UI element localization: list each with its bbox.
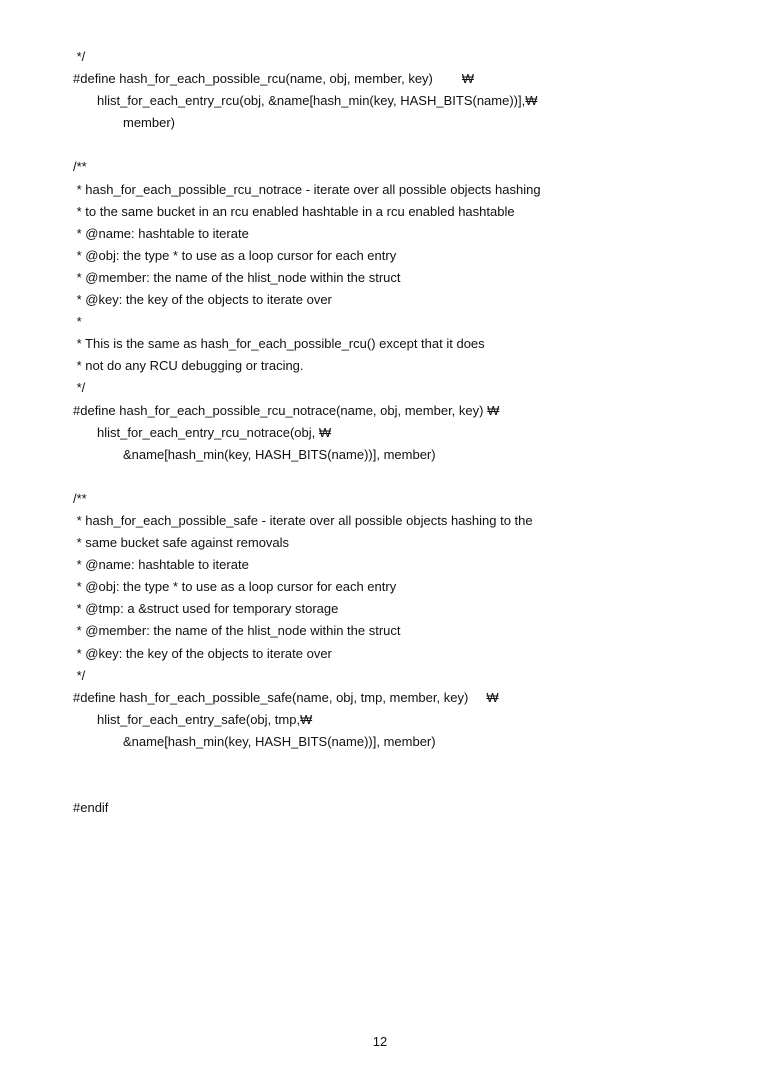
code-line: *	[73, 314, 82, 330]
code-listing	[73, 46, 713, 819]
code-line: * @member: the name of the hlist_node within the struct	[73, 269, 401, 285]
code-line: hlist_for_each_entry_rcu(obj, &name[hash_min(key, HASH_BITS(name))],₩	[97, 93, 538, 109]
code-line	[73, 753, 713, 775]
code-line: * @name: hashtable to iterate	[73, 225, 249, 241]
code-line: /**	[73, 490, 87, 506]
code-line: member)	[123, 115, 176, 131]
code-line: * to the same bucket in an rcu enabled hashtable in a rcu enabled hashtable	[73, 203, 515, 219]
code-line: #define hash_for_each_possible_rcu(name, obj, member, key) ₩	[73, 71, 475, 87]
code-line: */	[73, 49, 86, 64]
code-line	[73, 466, 713, 488]
code-line: hlist_for_each_entry_rcu_notrace(obj, ₩	[97, 424, 332, 440]
code-line: * hash_for_each_possible_rcu_notrace - iterate over all possible objects hashing	[73, 181, 541, 197]
code-line: #endif	[73, 800, 109, 816]
code-line: * hash_for_each_possible_safe - iterate over all possible objects hashing to the	[73, 512, 533, 528]
code-line: * @tmp: a &struct used for temporary storage	[73, 601, 339, 617]
code-line: hlist_for_each_entry_safe(obj, tmp,₩	[97, 711, 313, 727]
code-line: */	[73, 380, 86, 396]
code-line	[73, 134, 713, 156]
code-line	[73, 775, 713, 797]
code-line: * @obj: the type * to use as a loop cursor for each entry	[73, 247, 397, 263]
code-line: #define hash_for_each_possible_safe(name, obj, tmp, member, key) ₩	[73, 689, 499, 705]
code-line: &name[hash_min(key, HASH_BITS(name))], member)	[123, 446, 436, 462]
code-line: */	[73, 667, 86, 683]
code-line: * @key: the key of the objects to iterate over	[73, 645, 332, 661]
code-line: * @key: the key of the objects to iterate over	[73, 292, 332, 308]
page-number: 12	[372, 1034, 388, 1049]
code-line: * @name: hashtable to iterate	[73, 557, 249, 573]
code-line: /**	[73, 159, 87, 175]
code-line: * @member: the name of the hlist_node within the struct	[73, 623, 401, 639]
code-line: * This is the same as hash_for_each_possible_rcu() except that it does	[73, 336, 485, 352]
code-line: * @obj: the type * to use as a loop cursor for each entry	[73, 579, 397, 595]
code-line: #define hash_for_each_possible_rcu_notrace(name, obj, member, key) ₩	[73, 402, 500, 418]
code-line: * same bucket safe against removals	[73, 535, 290, 551]
code-line: &name[hash_min(key, HASH_BITS(name))], member)	[123, 733, 436, 749]
code-line: * not do any RCU debugging or tracing.	[73, 358, 304, 374]
